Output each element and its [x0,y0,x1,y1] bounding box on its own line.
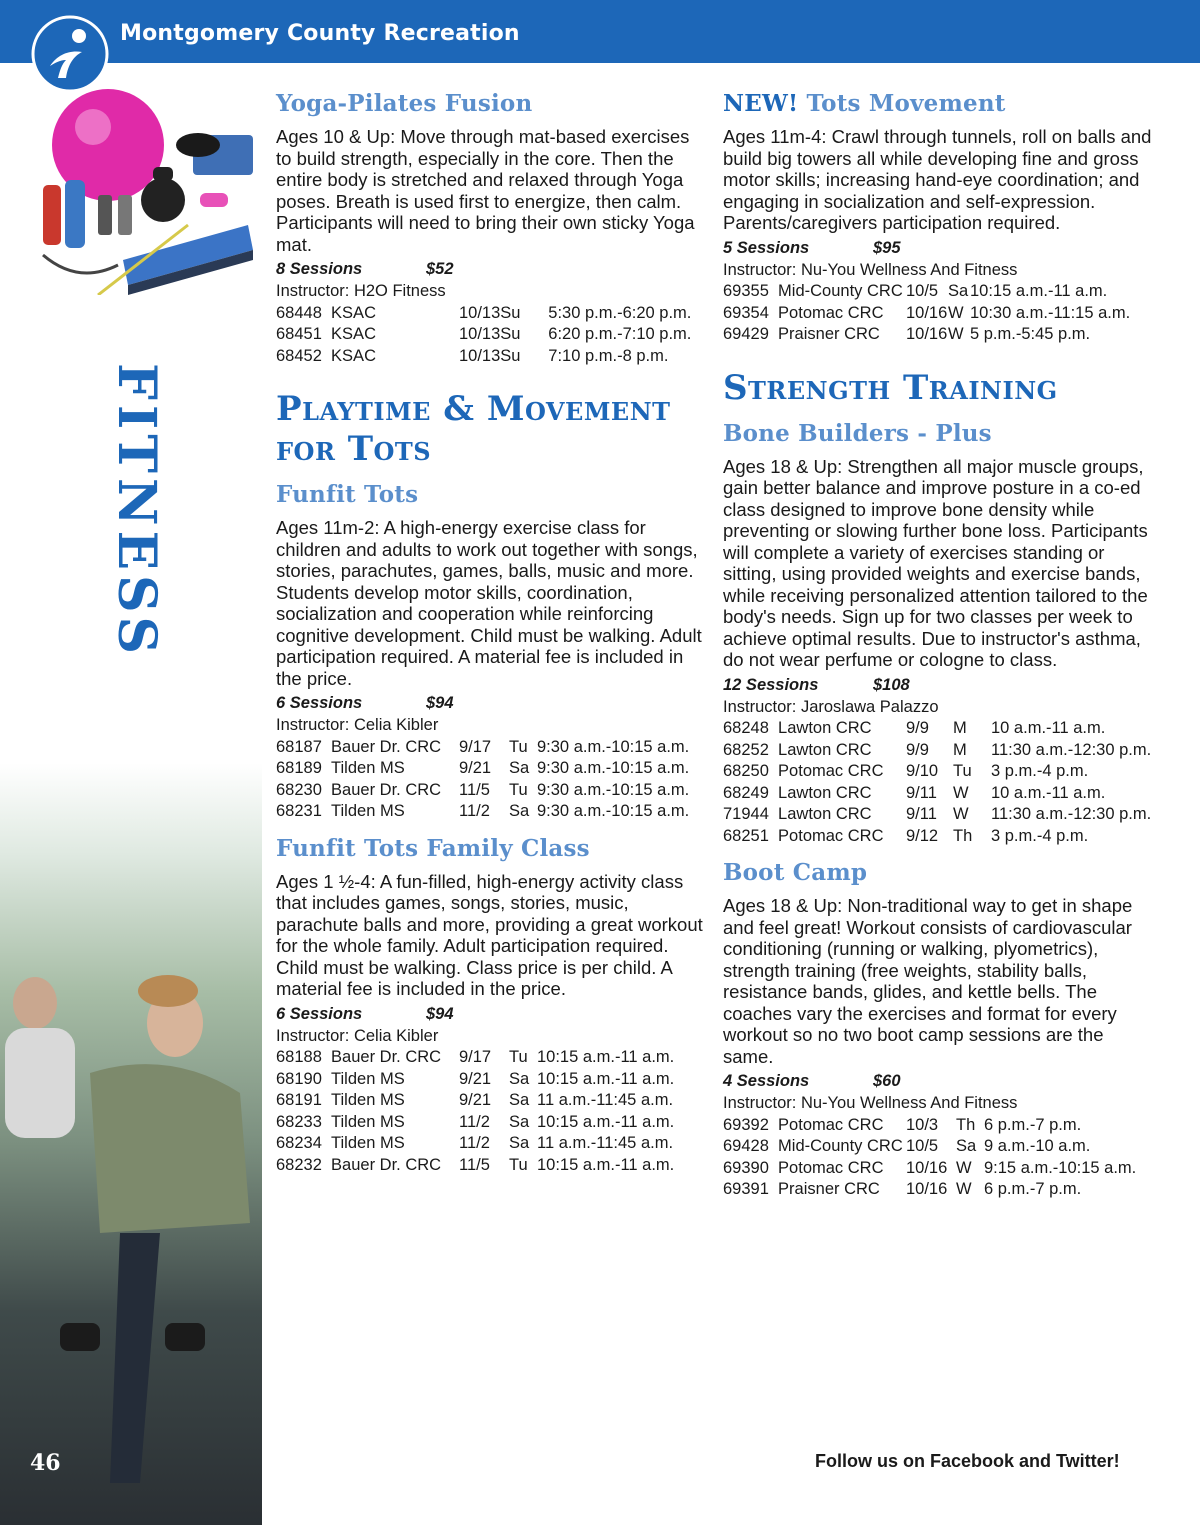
schedule-time: 11:30 a.m.-12:30 p.m. [991,740,1152,759]
schedule-time: 7:10 p.m.-8 p.m. [548,346,669,365]
course-code-location: 68448 KSAC [276,303,376,322]
course-code-location: 68234 Tilden MS [276,1134,405,1152]
sidebar [0,63,262,1525]
schedule-date: 10/16 [906,1180,948,1198]
course-title: Yoga-Pilates Fusion [276,90,533,117]
schedule-day: Sa [509,802,530,820]
schedule-table [276,303,698,368]
schedule-date: 11/2 [459,1112,490,1131]
course-code-location: 71944 Lawton CRC [723,805,872,823]
schedule-row [723,740,1151,762]
course-title [723,88,1153,120]
course-instructor: Instructor: Nu-You Wellness And Fitness [723,260,1018,279]
schedule-row [723,281,1130,303]
course-instructor: Instructor: Jaroslawa Palazzo [723,697,939,716]
course-code-location: 69355 Mid-County CRC [723,282,903,300]
section-title-strength: Strength Training [723,367,1058,408]
course-description: Ages 1 ½-4: A fun-filled, high-energy activity class that includes games, songs, stories, music, parachute balls and more, providing a great workout for the whole family. Adult participation required. Child must be walking. Class price is per child. A material fee is included in the price. [276,870,703,999]
schedule-date: 9/10 [906,762,939,780]
schedule-day: Sa [956,1137,977,1155]
header-title: Montgomery County Recreation [120,21,520,46]
page-number: 46 [30,1450,61,1476]
session-count: 4 Sessions [723,1072,810,1090]
section-title-playtime: Playtime & Movement for Tots [276,389,671,469]
schedule-time: 10 a.m.-11 a.m. [991,783,1106,802]
course-title: Funfit Tots [276,481,419,508]
athlete-illustration [0,763,262,1525]
schedule-date: 10/3 [906,1115,939,1134]
schedule-time: 6 p.m.-7 p.m. [984,1180,1082,1198]
schedule-date: 10/16 [906,1158,948,1177]
schedule-time: 10:30 a.m.-11:15 a.m. [970,303,1131,322]
schedule-time: 6:20 p.m.-7:10 p.m. [548,325,692,343]
schedule-table [276,737,697,823]
schedule-date: 9/21 [459,759,492,777]
schedule-date: 10/13 [459,325,501,343]
course-code-location: 68230 Bauer Dr. CRC [276,780,442,799]
course-description: Ages 10 & Up: Move through mat-based exercises to build strength, especially in the core. Then the entire body is stretched and relaxed through Yoga poses. Breath is used first to energize, then calm. Participants will need to bring their own sticky Yoga mat. [276,126,695,255]
schedule-time: 5 p.m.-5:45 p.m. [970,325,1091,343]
schedule-time: 10 a.m.-11 a.m. [991,719,1106,737]
schedule-time: 9:30 a.m.-10:15 a.m. [537,780,690,799]
footer-social-text: Follow us on Facebook and Twitter! [815,1451,1120,1471]
course-code-location: 68452 KSAC [276,346,376,365]
course-yoga-pilates [276,88,706,367]
course-instructor: Instructor: Celia Kibler [276,1026,439,1045]
schedule-date: 9/9 [906,719,929,737]
schedule-row [276,324,698,346]
schedule-time: 10:15 a.m.-11 a.m. [970,282,1108,300]
right-column [723,88,1153,1211]
schedule-row [276,346,698,368]
fitness-equipment-illustration [38,85,258,295]
schedule-date: 10/13 [459,346,501,365]
schedule-date: 10/13 [459,303,501,322]
course-instructor: Instructor: H2O Fitness [276,282,446,300]
course-code-location: 68190 Tilden MS [276,1069,405,1088]
left-column [276,88,706,1186]
course-code-location: 69354 Potomac CRC [723,303,884,322]
schedule-day: Su [500,346,521,365]
schedule-day: W [953,805,969,823]
schedule-row [723,1179,1144,1201]
schedule-row [723,783,1151,805]
schedule-row [276,801,697,823]
schedule-row [276,1090,697,1112]
schedule-time: 3 p.m.-4 p.m. [991,826,1089,845]
section-vertical-label-text: FITNESS [106,363,167,660]
course-code-location: 69391 Praisner CRC [723,1180,880,1198]
schedule-date: 9/12 [906,826,939,845]
schedule-row [276,1112,697,1134]
schedule-day: Tu [953,762,972,780]
course-code-location: 69429 Praisner CRC [723,325,880,343]
sidebar-photo-workout [0,763,262,1525]
schedule-row [276,780,697,802]
course-code-location: 68251 Potomac CRC [723,826,884,845]
course-code-location: 68188 Bauer Dr. CRC [276,1048,442,1066]
schedule-time: 6 p.m.-7 p.m. [984,1115,1082,1134]
schedule-day: W [956,1180,972,1198]
session-count: 12 Sessions [723,675,819,694]
schedule-row [276,1047,697,1069]
schedule-day: Sa [948,282,969,300]
schedule-day: Sa [509,1112,530,1131]
course-sessions-price [723,238,1153,260]
course-code-location: 68231 Tilden MS [276,802,405,820]
schedule-day: Sa [509,759,530,777]
course-code-location: 68191 Tilden MS [276,1091,405,1109]
schedule-day: Tu [509,1048,528,1066]
course-price: $52 [426,260,454,278]
schedule-day: Sa [509,1134,530,1152]
course-price: $108 [873,675,910,694]
course-price: $60 [873,1072,901,1090]
course-instructor: Instructor: Celia Kibler [276,716,439,734]
schedule-row [723,1115,1144,1137]
schedule-date: 9/21 [459,1069,492,1088]
schedule-time: 11:30 a.m.-12:30 p.m. [991,805,1152,823]
schedule-date: 9/9 [906,740,929,759]
schedule-day: Tu [509,780,528,799]
schedule-table [276,1047,697,1176]
schedule-date: 10/5 [906,1137,939,1155]
course-sessions-price [276,259,706,281]
schedule-time: 10:15 a.m.-11 a.m. [537,1048,675,1066]
schedule-time: 11 a.m.-11:45 a.m. [537,1134,674,1152]
schedule-time: 9:30 a.m.-10:15 a.m. [537,737,690,756]
course-price: $94 [426,1004,454,1023]
schedule-day: Th [953,826,973,845]
schedule-day: Sa [509,1091,530,1109]
course-sessions-price [276,1004,706,1026]
schedule-row [276,1069,697,1091]
schedule-table [723,281,1130,346]
schedule-day: Su [500,303,521,322]
course-code-location: 68187 Bauer Dr. CRC [276,737,442,756]
course-code-location: 69390 Potomac CRC [723,1158,884,1177]
schedule-date: 11/2 [459,802,490,820]
schedule-day: Tu [509,737,528,756]
schedule-row [276,303,698,325]
schedule-time: 10:15 a.m.-11 a.m. [537,1069,675,1088]
schedule-time: 9:30 a.m.-10:15 a.m. [537,759,690,777]
course-sessions-price [276,693,706,715]
course-title: Funfit Tots Family Class [276,834,590,862]
section-vertical-label [106,363,175,660]
course-code-location: 69392 Potomac CRC [723,1115,884,1134]
session-count: 6 Sessions [276,694,363,712]
course-code-location: 68451 KSAC [276,325,376,343]
schedule-row [723,804,1151,826]
schedule-time: 10:15 a.m.-11 a.m. [537,1155,675,1174]
header-bar [0,0,1200,63]
schedule-date: 11/2 [459,1134,490,1152]
course-sessions-price [723,1071,1153,1093]
course-tots-movement [723,88,1153,346]
schedule-day: W [948,303,964,322]
schedule-time: 3 p.m.-4 p.m. [991,762,1089,780]
schedule-row [723,1158,1144,1180]
course-title: Bone Builders - Plus [723,419,992,447]
course-code-location: 68252 Lawton CRC [723,740,872,759]
course-title-text: Tots Movement [806,90,1006,117]
course-code-location: 68232 Bauer Dr. CRC [276,1155,442,1174]
schedule-day: M [953,740,967,759]
schedule-day: Th [956,1115,976,1134]
schedule-row [276,758,697,780]
course-code-location: 68249 Lawton CRC [723,783,872,802]
schedule-row [276,1133,697,1155]
schedule-date: 9/11 [906,783,937,802]
course-description: Ages 18 & Up: Non-traditional way to get in shape and feel great! Workout consists of cardiovascular conditioning (running or walking, plyometrics), strength training (free weights, stability balls, resistance bands, glides, and kettle bells. The coaches vary the exercises and format for every workout so no two boot camp sessions are the same. [723,895,1133,1067]
course-sessions-price [723,675,1153,697]
schedule-row [723,1136,1144,1158]
schedule-day: Su [500,325,521,343]
schedule-time: 11 a.m.-11:45 a.m. [537,1091,674,1109]
schedule-date: 10/5 [906,282,939,300]
schedule-time: 10:15 a.m.-11 a.m. [537,1112,675,1131]
course-code-location: 69428 Mid-County CRC [723,1137,903,1155]
schedule-row [723,718,1151,740]
schedule-date: 9/17 [459,1048,492,1066]
course-instructor: Instructor: Nu-You Wellness And Fitness [723,1094,1018,1112]
course-title: Boot Camp [723,859,868,886]
schedule-day: W [956,1158,972,1177]
course-price: $94 [426,694,454,712]
course-code-location: 68248 Lawton CRC [723,719,872,737]
schedule-day: W [948,325,964,343]
schedule-date: 10/16 [906,303,948,322]
schedule-table [723,1115,1144,1201]
schedule-day: Tu [509,1155,528,1174]
session-count: 6 Sessions [276,1004,363,1023]
schedule-row [276,1155,697,1177]
schedule-time: 9:30 a.m.-10:15 a.m. [537,802,690,820]
course-code-location: 68233 Tilden MS [276,1112,405,1131]
schedule-time: 9 a.m.-10 a.m. [984,1137,1091,1155]
schedule-day: M [953,719,967,737]
schedule-time: 5:30 p.m.-6:20 p.m. [548,303,692,322]
schedule-row [723,826,1151,848]
schedule-row [723,761,1151,783]
course-description: Ages 11m-2: A high-energy exercise class for children and adults to work out together with songs, stories, parachutes, games, balls, music and more. Students develop motor skills, coordination, socialization and cooperation while reinforcing cognitive development. Child must be walking. Adult participation required. A material fee is included in the price. [276,517,702,689]
schedule-time: 9:15 a.m.-10:15 a.m. [984,1158,1137,1177]
schedule-row [276,737,697,759]
course-code-location: 68189 Tilden MS [276,759,405,777]
course-price: $95 [873,238,901,257]
course-funfit-family [276,833,706,1177]
schedule-day: W [953,783,969,802]
session-count: 5 Sessions [723,238,810,257]
schedule-date: 9/21 [459,1091,492,1109]
course-funfit-tots [276,479,706,823]
schedule-day: Sa [509,1069,530,1088]
course-description: Ages 11m-4: Crawl through tunnels, roll on balls and build big towers all while developing fine and gross motor skills; increasing hand-eye coordination; and engaging in socialization and self-expression. Parents/caregivers participation required. [723,126,1152,233]
course-code-location: 68250 Potomac CRC [723,762,884,780]
schedule-table [723,718,1151,847]
schedule-date: 9/11 [906,805,937,823]
schedule-date: 11/5 [459,1155,490,1174]
schedule-row [723,303,1130,325]
schedule-row [723,324,1130,346]
new-badge: NEW! [723,90,799,117]
schedule-date: 10/16 [906,325,948,343]
course-description: Ages 18 & Up: Strengthen all major muscle groups, gain better balance and improve posture in a co-ed class designed to improve bone density while preventing or slowing further bone loss. Participants will complete a variety of exercises standing or sitting, using provided weights and exercise bands, while receiving personalized attention tailored to the body's needs. Sign up for two classes per week to achieve optimal results. Due to instructor's asthma, do not wear perfume or cologne to class. [723,455,1148,670]
schedule-date: 11/5 [459,780,490,799]
session-count: 8 Sessions [276,260,363,278]
course-boot-camp [723,857,1153,1201]
course-bone-builders [723,418,1153,848]
schedule-date: 9/17 [459,737,492,756]
